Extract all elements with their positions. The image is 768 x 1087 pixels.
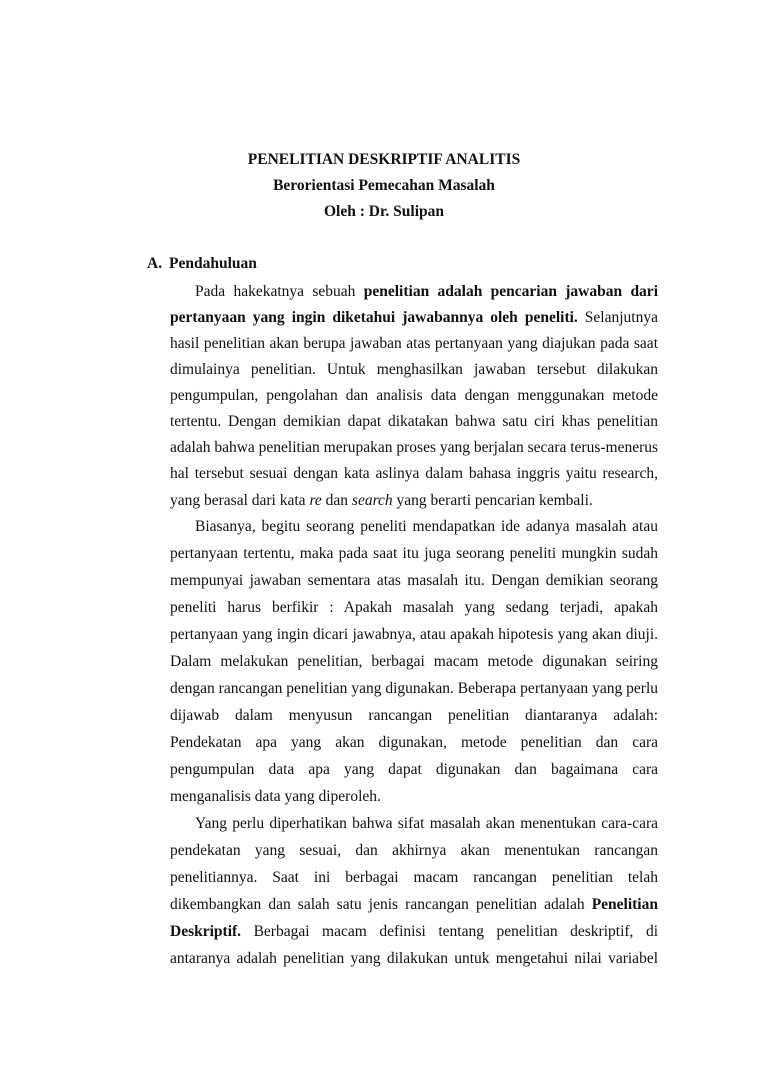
paragraph-line: Dalam melakukan penelitian, berbagai macam metode digunakan seiring (170, 653, 658, 670)
document-subtitle: Berorientasi Pemecahan Masalah (273, 177, 495, 194)
paragraph-line: peneliti harus berfikir : Apakah masalah yang sedang terjadi, apakah (170, 599, 658, 616)
bold-phrase: penelitian adalah pencarian jawaban dari (363, 283, 658, 300)
paragraph-line: pertanyaan yang ingin diketahui jawabannya oleh peneliti. Selanjutnya (170, 309, 658, 326)
bold-phrase: Deskriptif. (170, 923, 242, 940)
paragraph-line: Deskriptif. Berbagai macam definisi tentang penelitian deskriptif, di (170, 923, 658, 940)
italic-word: search (351, 492, 393, 509)
italic-word: re (309, 492, 322, 509)
paragraph-line: Pendekatan apa yang akan digunakan, metode penelitian dan cara (170, 734, 658, 751)
paragraph-line: hal tersebut sesuai dengan kata aslinya dalam bahasa inggris yaitu research, (170, 465, 658, 482)
paragraph-line: antaranya adalah penelitian yang dilakukan untuk mengetahui nilai variabel (170, 950, 658, 967)
paragraph-line: adalah bahwa penelitian merupakan proses yang berjalan secara terus-menerus (170, 439, 659, 456)
paragraph-line: pertanyaan yang ingin dicari jawabnya, atau apakah hipotesis yang akan diuji. (170, 626, 658, 643)
paragraph-line: tertentu. Dengan demikian dapat dikatakan bahwa satu ciri khas penelitian (170, 413, 658, 430)
paragraph-line: pengumpulan data apa yang dapat digunakan dan bagaimana cara (170, 761, 658, 778)
paragraph-line: dijawab dalam menyusun rancangan penelitian diantaranya adalah: (170, 707, 658, 724)
paragraph-line: Pada hakekatnya sebuah penelitian adalah pencarian jawaban dari (195, 283, 658, 300)
bold-phrase: Penelitian (591, 896, 658, 913)
paragraph-line: dimulainya penelitian. Untuk menghasilkan jawaban tersebut dilakukan (170, 361, 658, 378)
paragraph-line: penelitiannya. Saat ini berbagai macam rancangan penelitian telah (170, 869, 658, 886)
paragraph-line: menganalisis data yang diperoleh. (170, 788, 381, 805)
section-letter: A. (147, 255, 163, 272)
paragraph-line: pendekatan yang sesuai, dan akhirnya akan menentukan rancangan (170, 842, 658, 859)
paragraph-line: mempunyai jawaban sementara atas masalah itu. Dengan demikian seorang (170, 572, 658, 589)
document-author: Oleh : Dr. Sulipan (323, 203, 445, 220)
section-title: Pendahuluan (169, 255, 257, 272)
document-title: PENELITIAN DESKRIPTIF ANALITIS (247, 151, 521, 168)
paragraph-line: hasil penelitian akan berupa jawaban atas pertanyaan yang diajukan pada saat (170, 335, 658, 352)
paragraph-line: pertanyaan tertentu, maka pada saat itu juga seorang peneliti mungkin sudah (170, 545, 658, 562)
paragraph-line: yang berasal dari kata re dan search yang berarti pencarian kembali. (170, 492, 593, 509)
paragraph-line: dikembangkan dan salah satu jenis rancangan penelitian adalah Penelitian (170, 896, 658, 913)
paragraph-line: Yang perlu diperhatikan bahwa sifat masalah akan menentukan cara-cara (195, 815, 658, 832)
section-heading (147, 254, 257, 274)
bold-phrase: pertanyaan yang ingin diketahui jawabannya oleh peneliti. (170, 309, 578, 326)
paragraph-line: Biasanya, begitu seorang peneliti mendapatkan ide adanya masalah atau (195, 518, 658, 535)
paragraph-line: dengan rancangan penelitian yang digunakan. Beberapa pertanyaan yang perlu (170, 680, 658, 697)
paragraph-line: pengumpulan, pengolahan dan analisis data dengan menggunakan metode (170, 387, 658, 404)
